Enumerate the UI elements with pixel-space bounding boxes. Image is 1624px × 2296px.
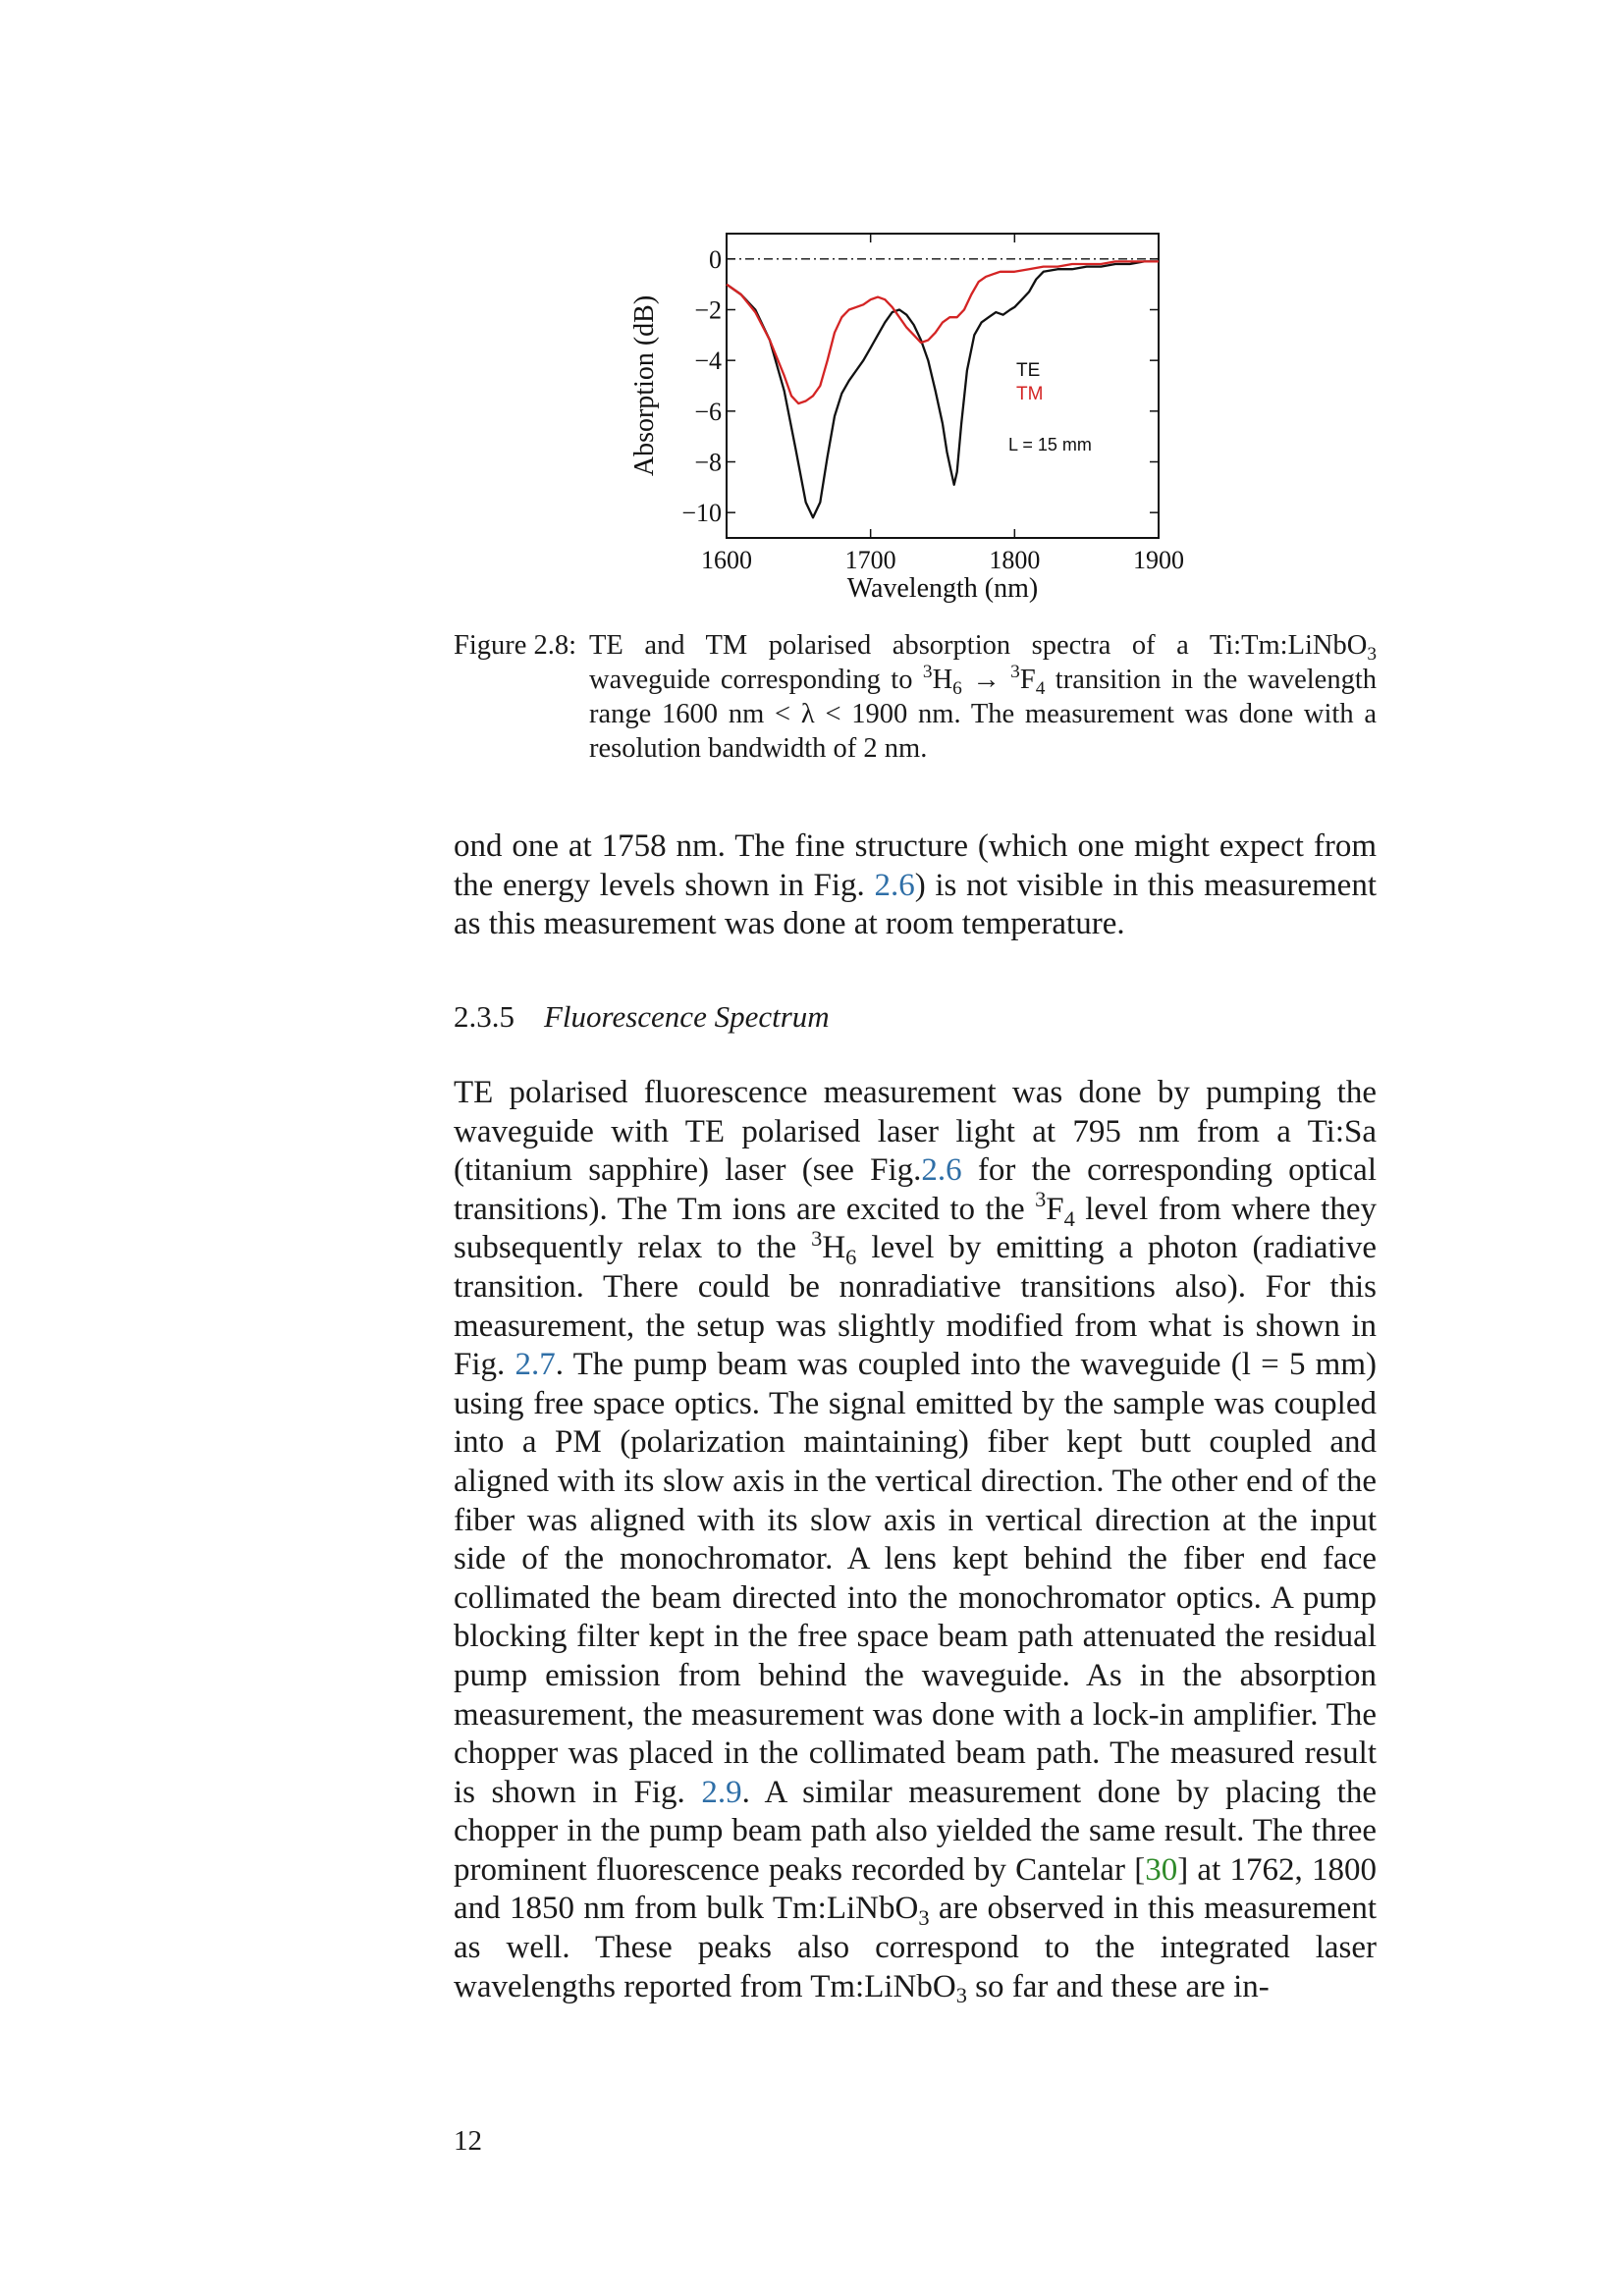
x-tick-label: 1700 bbox=[844, 546, 896, 574]
x-tick-label: 1800 bbox=[989, 546, 1041, 574]
y-tick-label: −2 bbox=[694, 295, 722, 325]
figure-ref-2-6[interactable]: 2.6 bbox=[921, 1152, 962, 1189]
series-line-tm bbox=[727, 261, 1159, 403]
x-tick-label: 1600 bbox=[701, 546, 752, 574]
figure-caption bbox=[454, 628, 1377, 766]
plot-frame bbox=[727, 234, 1159, 538]
figure-ref-2-7[interactable]: 2.7 bbox=[514, 1347, 556, 1383]
absorption-chart bbox=[609, 221, 1198, 614]
figure-ref-2-9[interactable]: 2.9 bbox=[701, 1774, 742, 1810]
x-axis-label: Wavelength (nm) bbox=[846, 573, 1039, 604]
section-title: Fluorescence Spectrum bbox=[544, 999, 830, 1034]
caption-text: TE and TM polarised absorption spectra of a Ti:Tm:LiNbO$_3$ waveguide corresponding to $^3H_6 \to ^3F_4$ transition in the wavelength range 1600 nm < λ < 1900 nm. The measurement was done with a resolution bandwidth of 2 nm. bbox=[589, 630, 1378, 764]
page-number: 12 bbox=[454, 2125, 482, 2157]
citation-30[interactable]: 30 bbox=[1145, 1851, 1178, 1888]
section-number: 2.3.5 bbox=[454, 999, 514, 1034]
y-tick-label: 0 bbox=[709, 244, 722, 274]
paragraph-fluorescence: TE polarised fluorescence measurement was done by pumping the waveguide with TE polarised laser light at 795 nm from a Ti:Sa (titanium sapphire) laser (see Fig.2.6 for the corresponding optical transitions). The Tm ions are excited to the $^3F_4$ level from where they subsequently relax to the $^3H_6$ level by emitting a photon (radiative transition. There could be nonradiative transitions also). For this measurement, the setup was slightly modified from what is shown in Fig. 2.7. The pump beam was coupled into the waveguide (l = 5 mm) using free space optics. The signal emitted by the sample was coupled into a PM (polarization maintaining) fiber kept butt coupled and aligned with its slow axis in the vertical direction. The other end of the fiber was aligned with its slow axis in vertical direction at the input side of the monochromator. A lens kept behind the fiber end face collimated the beam directed into the monochromator optics. A pump blocking filter kept in the free space beam path attenuated the residual pump emission from behind the waveguide. As in the absorption measurement, the measurement was done with a lock-in amplifier. The chopper was placed in the collimated beam path. The measured result is shown in Fig. 2.9. A similar measurement done by placing the chopper in the pump beam path also yielded the same result. The three prominent fluorescence peaks recorded by Cantelar [30] at 1762, 1800 and 1850 nm from bulk Tm:LiNbO$_3$ are observed in this measurement as well. These peaks also correspond to the integrated laser wavelengths reported from Tm:LiNbO$_3$ so far and these are in- bbox=[454, 1075, 1377, 2008]
paragraph-room-temperature: ond one at 1758 nm. The fine structure (which one might expect from the energy levels shown in Fig. 2.6) is not visible in this measurement as this measurement was done at room temperature. bbox=[454, 828, 1377, 942]
y-tick-label: −8 bbox=[694, 448, 722, 477]
x-tick-label: 1900 bbox=[1133, 546, 1184, 574]
y-tick-label: −4 bbox=[694, 347, 722, 376]
legend-tm: TM bbox=[1016, 384, 1044, 404]
absorption-figure bbox=[609, 221, 1198, 614]
y-tick-label: −10 bbox=[681, 499, 722, 528]
y-tick-label: −6 bbox=[694, 397, 722, 426]
figure-ref-2-6[interactable]: 2.6 bbox=[874, 867, 915, 903]
length-annotation: L = 15 mm bbox=[1008, 435, 1092, 454]
section-heading bbox=[454, 999, 830, 1035]
legend-te: TE bbox=[1016, 360, 1041, 381]
figure-label: Figure 2.8: bbox=[454, 630, 577, 661]
y-axis-label: Absorption (dB) bbox=[629, 294, 660, 477]
series-line-te bbox=[727, 261, 1159, 517]
